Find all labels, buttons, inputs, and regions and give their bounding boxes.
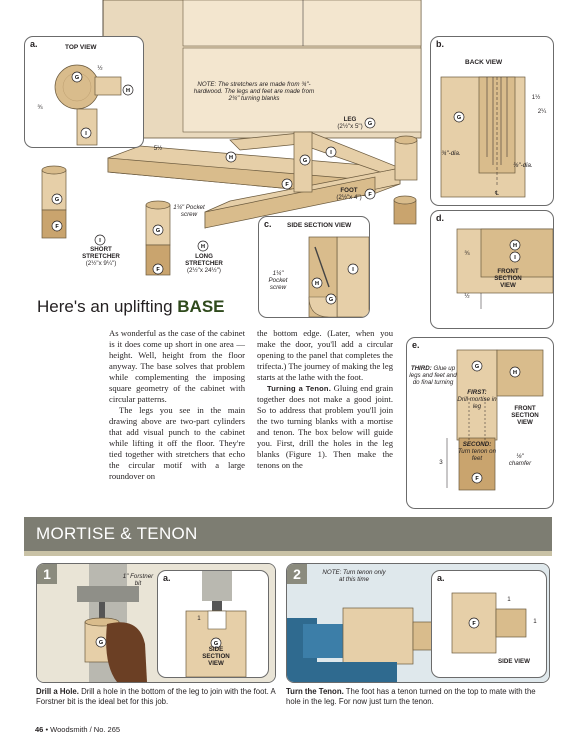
page-footer [35,725,120,734]
svg-text:G: G [328,297,334,303]
step-2-caption-text: The foot has a tenon turned on the top to mate with the hole in the leg. For now just turn the tenon. [286,687,536,706]
panel-a-title: TOP VIEW [65,44,97,51]
dim-5-half: 5½ [153,145,163,152]
panel-e-dim-3: 3 [439,459,443,466]
mortise-tenon-title: MORTISE & TENON [36,524,198,543]
panel-b-tag: b. [436,39,444,49]
foot-label-text: FOOT [340,187,358,194]
leg-dims: (2½"x 5") [337,122,363,130]
panel-e-second-title: SECOND: [462,441,492,448]
cabinet-case-drawing [103,0,421,138]
foot-label [330,188,368,202]
short-stretcher-dims: (2½"x 9¼") [85,259,117,267]
svg-text:I: I [99,238,101,244]
panel-a-dim-half: ½ [97,65,103,72]
panel-d-label-text: FRONT SECTION VIEW [494,268,522,289]
materials-note [188,82,320,103]
panel-e-first-text: Drill mortise in leg [457,395,497,410]
article-column-2 [257,328,393,471]
panel-d-tag: d. [436,213,444,223]
step-1-section-text: SIDE SECTION VIEW [202,646,230,667]
foot-dims: (2½"x 4") [336,193,362,201]
step-1-section [196,647,236,668]
short-stretcher-label [74,247,128,268]
col2-para-1: the bottom edge. (Later, when you make the door, you'll add a circular opening to the panel that completes the trifecta.) The journey of making the leg starts at the lathe with the foot. [257,328,393,382]
back-view-drawing [431,37,553,205]
panel-b-back-view [430,36,554,206]
step-2-inset-tag: a. [437,573,445,583]
step-2-note: NOTE: Turn tenon only at this time [322,569,386,583]
step-1-figure [36,563,276,683]
panel-e-third-title: THIRD: [410,365,432,372]
col2-para-2-text: Gluing end grain together does not make a good joint. So to address that problem you'll join the two turning blanks with a mortise and tenon. The box below will guide you. First, drill the holes in the leg blanks (Figure 1). Then make the tenons on the [257,383,393,470]
col1-para-2: The legs you see in the main drawing above are two-part cylinders that add visual punch to the cabinet while lifting it off the floor. They're tied together with stretchers that echo the circular motif with a large roundover on [109,405,245,481]
panel-e-steps [406,337,554,509]
panel-b-title: BACK VIEW [465,59,503,66]
step-1-inset [157,570,269,678]
step-1-caption-text: Drill a hole in the bottom of the leg to join with the foot. A Forstner bit is the ideal bet for this job. [36,687,276,706]
panel-e-third [409,366,457,387]
step-2-side-view [488,659,540,666]
article-headline [37,297,225,317]
panel-c-tag: c. [264,219,272,229]
leg-label [332,117,368,131]
headline-bold: BASE [177,297,225,316]
svg-text:G: G [302,158,308,164]
panel-e-second-text: Turn tenon on feet [457,447,497,462]
side-section-drawing [259,217,369,317]
panel-c-pocket-label: 1¼" Pocket screw [268,270,288,291]
panel-e-front-section [503,406,547,427]
step-2-number: 2 [287,564,307,584]
step-1-bit-label: 1" Forstner bit [122,573,154,587]
long-stretcher-text: LONG STRETCHER [185,253,223,267]
step-1-caption-title: Drill a Hole. [36,687,79,696]
step-1-dim-1: 1 [197,615,201,622]
svg-text:I: I [85,131,87,137]
top-view-drawing [25,37,143,147]
step-2-figure [286,563,550,683]
col2-para-2 [257,383,393,471]
svg-text:H: H [126,88,130,94]
svg-text:G: G [213,641,219,647]
svg-text:G: G [367,121,373,127]
panel-a-tag: a. [30,39,38,49]
step-1-inset-tag: a. [163,573,171,583]
page-number: 46 [35,725,44,734]
step-1-number: 1 [37,564,57,584]
svg-text:G: G [155,228,161,234]
panel-e-chamfer: ⅛" chamfer [508,453,532,467]
panel-b-dim-2q: 2¼ [537,108,547,115]
long-stretcher-label [176,254,232,275]
panel-d-front-section [430,210,554,329]
panel-e-front-section-text: FRONT SECTION VIEW [511,405,539,426]
svg-text:H: H [229,155,233,161]
step-2-side-view-text: SIDE VIEW [498,658,530,665]
panel-d-label [487,269,529,290]
publication-name: Woodsmith / No. 265 [50,725,121,734]
step-2-dim-1a: 1 [507,596,511,603]
long-stretcher-dims: (2½"x 24½") [187,266,221,274]
panel-b-hole-3q: ¾"-dia. [441,150,461,157]
panel-c-title: SIDE SECTION VIEW [287,222,352,229]
svg-text:F: F [285,182,289,188]
panel-b-dim-1half: 1½ [531,94,541,101]
panel-e-third-text: Glue up legs and feet and do final turning [409,365,457,386]
pocket-screw-label: 1¼" Pocket screw [173,204,205,218]
step-2-dim-1b: 1 [533,618,537,625]
svg-text:G: G [54,197,60,203]
panel-e-first [457,390,497,411]
svg-text:G: G [74,75,80,81]
short-stretcher-text: SHORT STRETCHER [82,246,120,260]
step-1-caption [36,687,276,707]
panel-e-first-title: FIRST: [467,389,487,396]
svg-text:H: H [201,244,205,250]
svg-text:F: F [472,621,476,627]
step-2-caption-title: Turn the Tenon. [286,687,344,696]
panel-a-dim-3q: ¾ [37,104,43,111]
materials-note-text: NOTE: The stretchers are made from ¾"-hardwood. The legs and feet are made from 2¾" turning blanks [193,81,315,102]
step-2-caption [286,687,548,707]
svg-text:I: I [330,150,332,156]
svg-text:H: H [513,370,517,376]
panel-d-dim-3q: ¾ [464,250,470,257]
headline-plain: Here's an uplifting [37,297,178,316]
svg-text:F: F [55,224,59,230]
panel-b-centerline: ℄ [495,190,499,197]
col1-para-1: As wonderful as the case of the cabinet is it does come up short in one area — height. Well, height from the floor anyway. The base solves that problem while complementing the imposing square geometry of the cabinet with circular patterns. [109,328,245,404]
col2-lead: Turning a Tenon. [267,384,331,393]
panel-a-top-view [24,36,144,148]
svg-text:F: F [156,267,160,273]
article-column-1 [109,328,245,482]
svg-text:G: G [474,364,480,370]
leg-label-text: LEG [343,116,357,123]
svg-text:H: H [315,281,319,287]
svg-text:I: I [352,267,354,273]
svg-text:F: F [475,476,479,482]
footer-bullet: • [45,725,49,734]
svg-text:F: F [368,192,372,198]
svg-text:G: G [98,640,104,646]
svg-text:H: H [513,243,517,249]
panel-e-tag: e. [412,340,420,350]
panel-b-hole-38: ⅜"-dia. [513,162,533,169]
panel-d-dim-half: ½ [464,293,470,300]
step-2-inset [431,570,547,678]
panel-e-second [457,442,497,463]
panel-c-side-section [258,216,370,318]
svg-text:G: G [456,115,462,121]
svg-text:I: I [514,255,516,261]
